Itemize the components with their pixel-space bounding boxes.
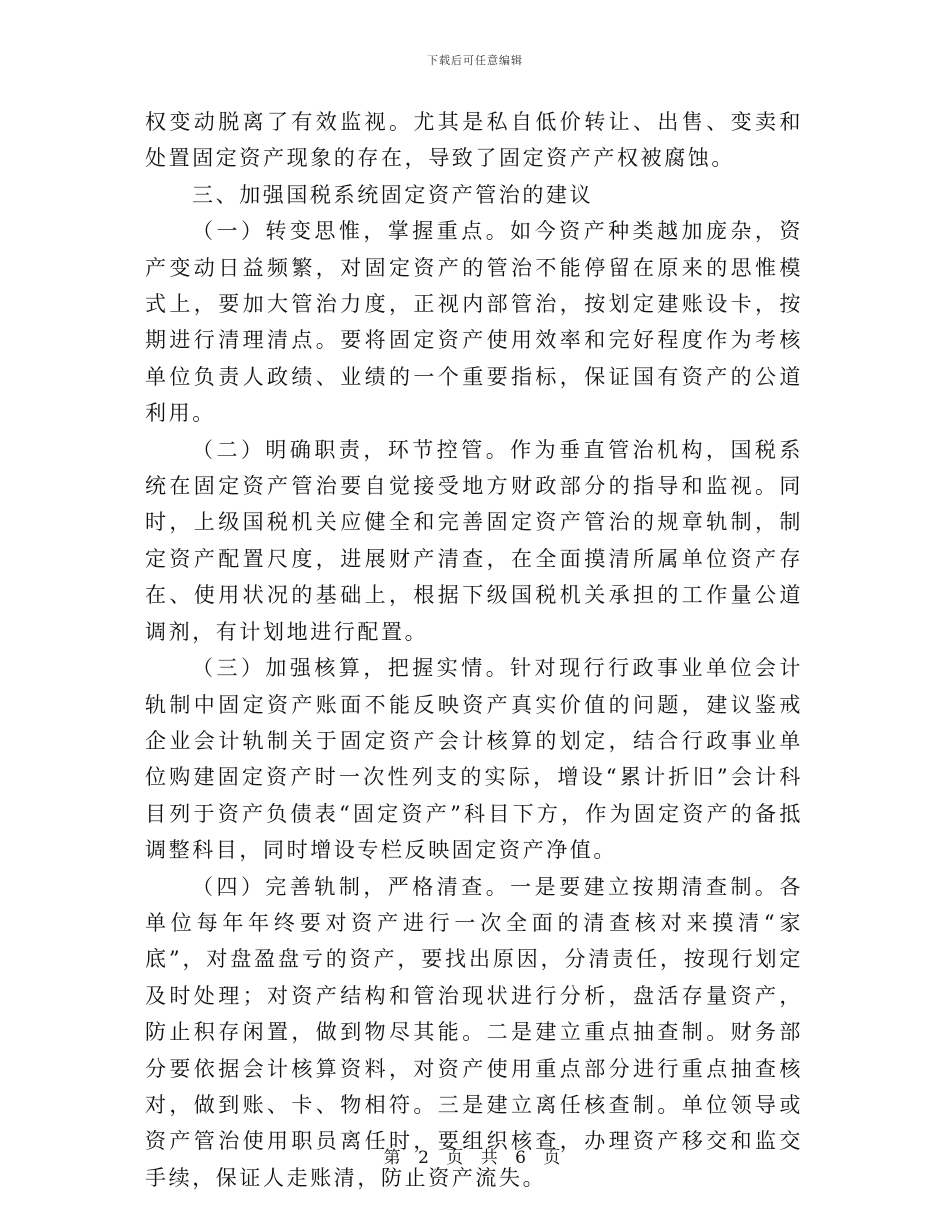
paragraph-item-2: （二）明确职责，环节控管。作为垂直管治机构，国税系统在固定资产管治要自觉接受地方财政部分的指导和监视。同时，上级国税机关应健全和完善固定资产管治的规章轨制，制定资产配置尺度，进展财产清查，在全面摸清所属单位资产存在、使用状况的基础上，根据下级国税机关承担的工作量公道调剂，有计划地进行配置。 bbox=[145, 437, 803, 644]
paragraph-item-4: （四）完善轨制，严格清查。一是要建立按期清查制。各单位每年年终要对资产进行一次全面的清查核对来摸清“家底”，对盘盈盘亏的资产，要找出原因，分清责任，按现行划定及时处理；对资产结构和管治现状进行分析，盘活存量资产，防止积存闲置，做到物尽其能。二是建立重点抽查制。财务部分要依据会计核算资料，对资产使用重点部分进行重点抽查核对，做到账、卡、物相符。三是建立离任核查制。单位领导或资产管治使用职员离任时，要组织核查，办理资产移交和监交手续，保证人走账清，防止资产流失。 bbox=[145, 874, 803, 1190]
paragraph-item-1: （一）转变思惟，掌握重点。如今资产种类越加庞杂，资产变动日益频繁，对固定资产的管治不能停留在原来的思惟模式上，要加大管治力度，正视内部管治，按划定建账设卡，按期进行清理清点。要将固定资产使用效率和完好程度作为考核单位负责人政绩、业绩的一个重要指标，保证国有资产的公道利用。 bbox=[145, 219, 803, 426]
document-body bbox=[145, 104, 803, 1196]
section-heading: 三、加强国税系统固定资产管治的建议 bbox=[192, 182, 594, 207]
page-header-note: 下载后可任意编辑 bbox=[427, 54, 523, 67]
paragraph-item-3: （三）加强核算，把握实情。针对现行行政事业单位会计轨制中固定资产账面不能反映资产真实价值的问题，建议鉴戒企业会计轨制关于固定资产会计核算的划定，结合行政事业单位购建固定资产时一次性列支的实际，增设“累计折旧”会计科目列于资产负债表“固定资产”科目下方，作为固定资产的备抵调整科目，同时增设专栏反映固定资产净值。 bbox=[145, 656, 803, 863]
page-number: 第 2 页 共 6 页 bbox=[383, 1148, 567, 1168]
paragraph-continuation: 权变动脱离了有效监视。尤其是私自低价转让、出售、变卖和处置固定资产现象的存在，导致了固定资产产权被腐蚀。 bbox=[145, 110, 803, 171]
